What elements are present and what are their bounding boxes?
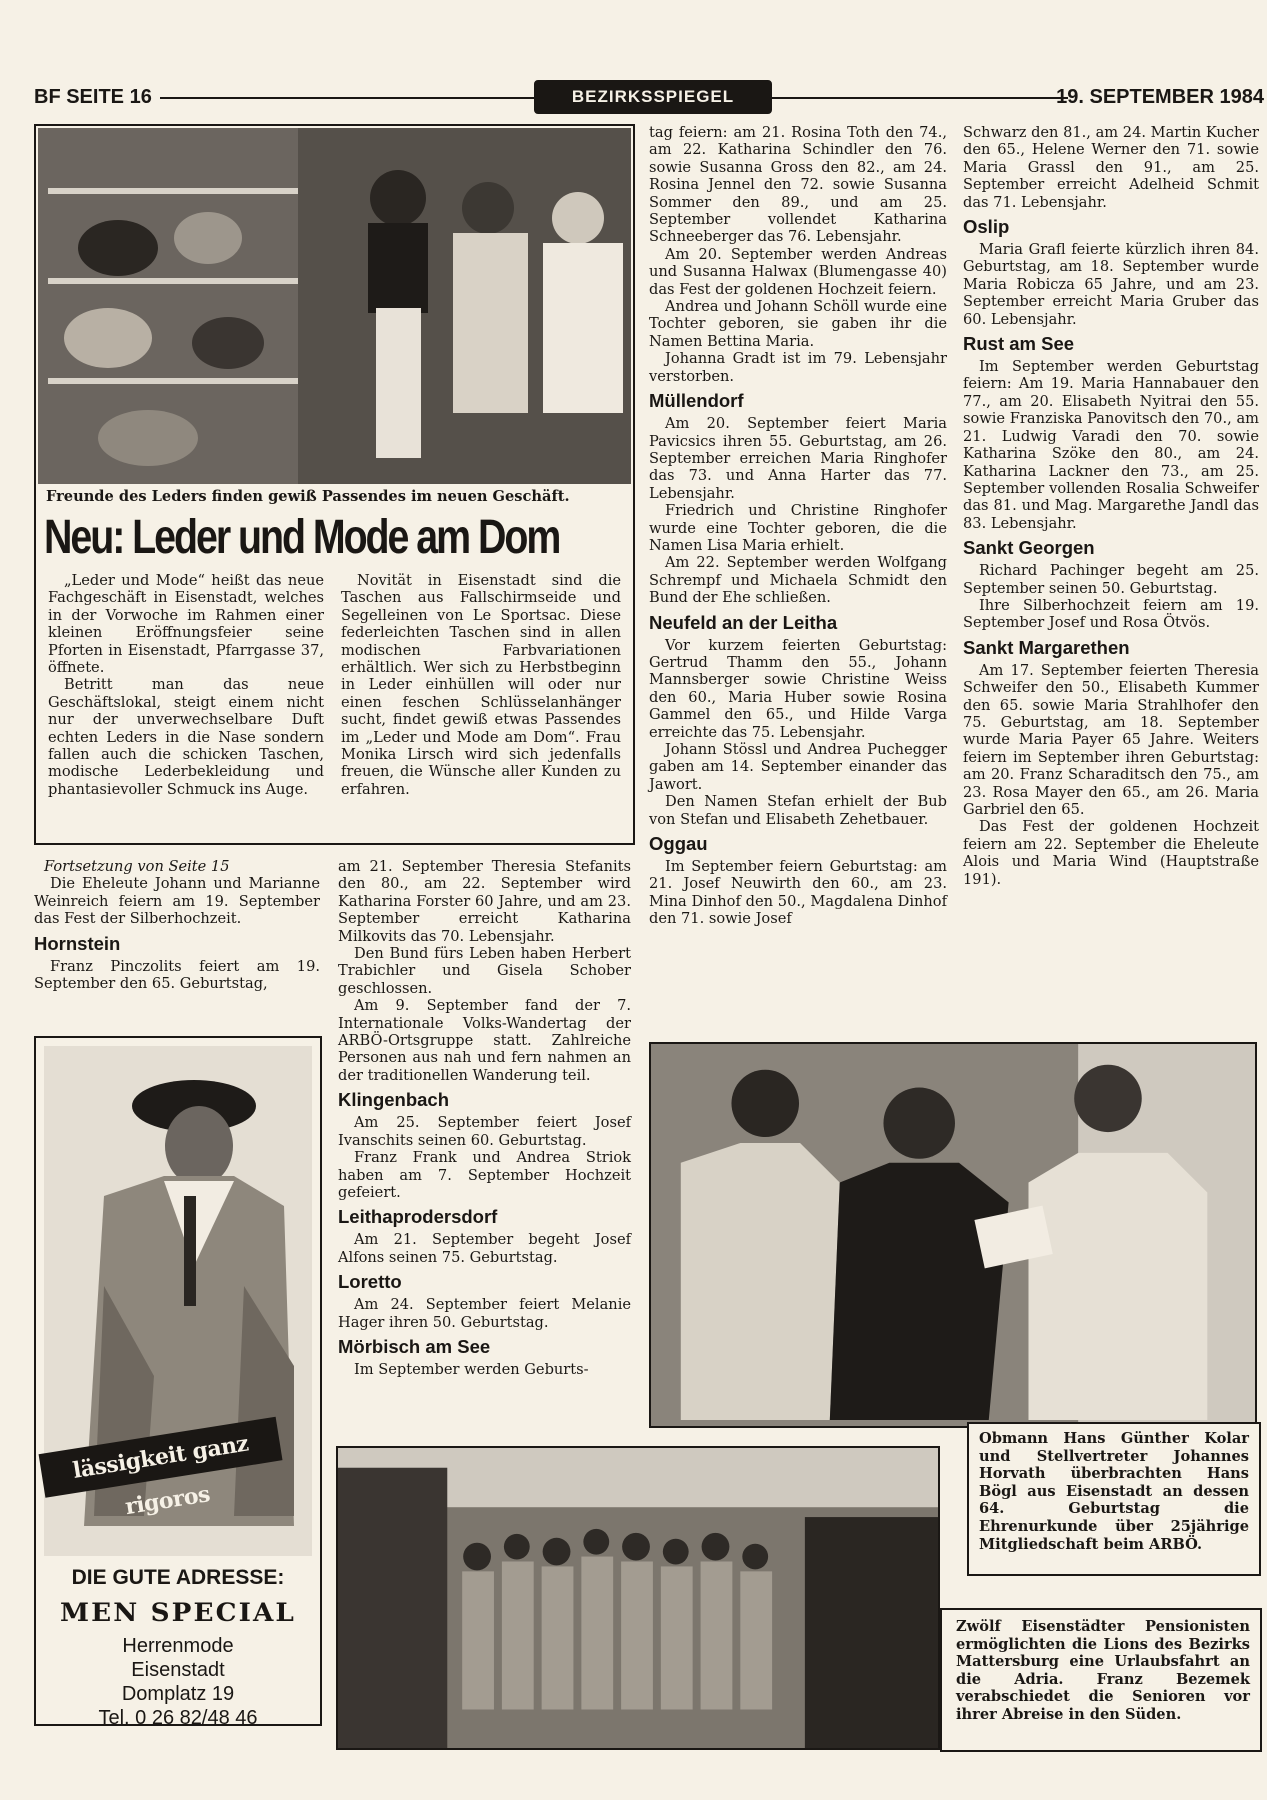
lead-paragraph: Betritt man das neue Geschäftslokal, steigt einem nicht nur der unverwechselbare Duft echten Leders in die Nase sondern fallen auch die schicken Taschen, modische Lederbekleidung und phantasievoller Schmuck ins Auge. bbox=[48, 676, 324, 798]
column-3 bbox=[649, 124, 947, 928]
shop-photo-image bbox=[38, 128, 631, 484]
ad-tagline: DIE GUTE ADRESSE: bbox=[71, 1566, 285, 1589]
arboe-photo-image bbox=[651, 1044, 1255, 1426]
place-heading: Sankt Margarethen bbox=[963, 636, 1130, 658]
arboe-photo bbox=[649, 1042, 1257, 1428]
news-paragraph: Am 20. September feiert Maria Pavicsics ihren 55. Geburtstag, am 26. September erreichen Maria Ringhofer das 73. und Anna Harter das 77. Lebensjahr. bbox=[649, 415, 947, 502]
arboe-caption: Obmann Hans Günther Kolar und Stellvertreter Johannes Horvath überbrachten Hans Bögl aus Eisenstadt an dessen 64. Geburtstag die Ehrenurkunde über 25jährige Mitgliedschaft beim ARBÖ. bbox=[979, 1430, 1249, 1553]
news-paragraph: Im September werden Geburtstag feiern: Am 19. Maria Hannabauer den 77., am 20. Elisabeth Nyitrai den 55. sowie Franziska Panovitsch den 70., am 21. Ludwig Varadi den 70. sowie Katharina Szöke den 80., am 24. Katharina Lackner den 73., am 25. September vollenden Rosalia Schweifer das 81. und Mag. Margarethe Jandl das 83. Lebensjahr. bbox=[963, 358, 1259, 532]
news-paragraph: Die Eheleute Johann und Marianne Weinreich feiern am 19. September das Fest der Silberhochzeit. bbox=[34, 875, 320, 928]
shop-photo bbox=[38, 128, 631, 484]
news-paragraph: Im September feiern Geburtstag: am 21. Josef Neuwirth den 60., am 23. Mina Dinhof den 50., Magdalena Dinhof den 71. sowie Josef bbox=[649, 858, 947, 928]
ad-slogan: lässigkeit ganz rigoros bbox=[70, 1430, 251, 1521]
lions-caption-box bbox=[940, 1608, 1262, 1752]
place-heading: Mörbisch am See bbox=[338, 1335, 491, 1357]
ad-line: Domplatz 19 bbox=[121, 1683, 235, 1705]
lead-headline: Neu: Leder und Mode am Dom bbox=[44, 511, 560, 564]
page-date: 19. SEPTEMBER 1984 bbox=[1056, 86, 1264, 108]
column-1 bbox=[34, 858, 320, 992]
ad-line: Eisenstadt bbox=[131, 1659, 225, 1681]
news-paragraph: Im September werden Geburts- bbox=[354, 1360, 589, 1378]
place-heading: Oggau bbox=[649, 833, 708, 855]
place-heading: Rust am See bbox=[963, 333, 1075, 355]
news-paragraph: Am 21. September begeht Josef Alfons seinen 75. Geburtstag. bbox=[338, 1231, 631, 1266]
ad-line: Tel. 0 26 82/48 46 bbox=[98, 1707, 258, 1729]
place-heading: Müllendorf bbox=[649, 390, 744, 412]
news-paragraph: Franz Frank und Andrea Striok haben am 7. September Hochzeit gefeiert. bbox=[338, 1149, 631, 1201]
ad-address bbox=[36, 1634, 320, 1730]
place-heading: Klingenbach bbox=[338, 1089, 450, 1111]
news-paragraph: Richard Pachinger begeht am 25. September seinen 50. Geburtstag. bbox=[963, 562, 1259, 597]
news-paragraph: Ihre Silberhochzeit feiern am 19. September Josef und Rosa Ötvös. bbox=[963, 596, 1259, 632]
news-paragraph: Am 17. September feierten Theresia Schweifer den 50., Elisabeth Kummer den 65. sowie Maria Strahlhofer den 75. Geburtstag, am 18. September wurde Maria Payer 65 Jahre. Weiters feiern im September ihren Geburtstag: am 20. Franz Scharaditsch den 75., am 23. Rosa Mayer den 65., am 26. Maria Garbriel den 65. bbox=[963, 661, 1259, 818]
news-paragraph: Am 20. September werden Andreas und Susanna Halwax (Blumengasse 40) das Fest der goldenen Hochzeit feiern. bbox=[649, 245, 947, 298]
place-heading: Neufeld an der Leitha bbox=[649, 611, 838, 633]
lions-photo bbox=[336, 1446, 940, 1750]
news-paragraph: tag feiern: am 21. Rosina Toth den 74., am 22. Katharina Schindler den 76. sowie Susanna Gross den 82., am 24. Rosina Jennel den 72. sowie Susanna Sommer den 89., und am 25. September vollendet Katharina Schneeberger das 76. Lebensjahr. bbox=[649, 124, 947, 246]
news-paragraph: Das Fest der goldenen Hochzeit feiern am 22. September die Eheleute Alois und Maria Wind (Hauptstraße 191). bbox=[963, 818, 1259, 888]
header-rule-left bbox=[160, 97, 534, 99]
column-2 bbox=[338, 858, 631, 1378]
news-paragraph: Franz Pinczolits feiert am 19. September den 65. Geburtstag, bbox=[34, 957, 320, 993]
ad-line: Herrenmode bbox=[122, 1635, 234, 1657]
section-title-box bbox=[534, 80, 772, 114]
place-heading: Oslip bbox=[963, 216, 1010, 238]
news-paragraph: Den Namen Stefan erhielt der Bub von Stefan und Elisabeth Zehetbauer. bbox=[649, 793, 947, 828]
column-4 bbox=[963, 124, 1259, 888]
place-heading: Leithaprodersdorf bbox=[338, 1206, 498, 1228]
news-paragraph: Schwarz den 81., am 24. Martin Kucher den 65., Helene Werner den 71. sowie Maria Grassl den 91., am 25. September erreicht Adelheid Schmit das 71. Lebensjahr. bbox=[963, 124, 1259, 211]
lead-paragraph: „Leder und Mode“ heißt das neue Fachgeschäft in Eisenstadt, welches in der Vorwoche im Rahmen einer kleinen Eröffnungsfeier seine Pforten in Eisenstadt, Pfarrgasse 37, öffnete. bbox=[48, 572, 324, 677]
news-paragraph: Johanna Gradt ist im 79. Lebensjahr verstorben. bbox=[649, 350, 947, 385]
page-number: BF SEITE 16 bbox=[34, 86, 152, 108]
news-paragraph: Am 25. September feiert Josef Ivanschits seinen 60. Geburtstag. bbox=[338, 1114, 631, 1149]
section-title: BEZIRKSSPIEGEL bbox=[571, 87, 735, 106]
news-paragraph: Maria Grafl feierte kürzlich ihren 84. Geburtstag, am 18. September wurde Maria Robicza 65 Jahre, und am 23. September erreicht Maria Gruber das 60. Lebensjahr. bbox=[963, 241, 1259, 328]
lead-col-1 bbox=[48, 572, 324, 798]
news-paragraph: Friedrich und Christine Ringhofer wurde eine Tochter geboren, die die Namen Lisa Maria erhielt. bbox=[649, 502, 947, 554]
header-rule-right bbox=[768, 97, 1068, 99]
news-paragraph: Vor kurzem feierten Geburtstag: Gertrud Thamm den 55., Johann Mannsberger sowie Christine Weiss den 60., Maria Huber sowie Rosina Gammel den 65., und Hilde Varga erreichte das 75. Lebensjahr. bbox=[649, 636, 947, 741]
news-paragraph: Am 9. September fand der 7. Internationale Volks-Wandertag der ARBÖ-Ortsgruppe statt. Zahlreiche Personen aus nah und fern nahmen an der traditionellen Wanderung teil. bbox=[338, 997, 631, 1084]
lead-photo-caption: Freunde des Leders finden gewiß Passendes im neuen Geschäft. bbox=[46, 488, 570, 505]
lions-photo-image bbox=[338, 1448, 938, 1748]
ad-brand-logo: MEN SPECIAL bbox=[59, 1598, 296, 1627]
news-paragraph: Andrea und Johann Schöll wurde eine Tochter geboren, sie gaben ihr die Namen Bettina Maria. bbox=[649, 298, 947, 350]
news-paragraph: Johann Stössl und Andrea Puchegger gaben am 14. September einander das Jawort. bbox=[649, 741, 947, 793]
news-paragraph: Den Bund fürs Leben haben Herbert Trabichler und Gisela Schober geschlossen. bbox=[338, 945, 631, 997]
place-heading: Hornstein bbox=[34, 932, 121, 954]
lions-photo-block bbox=[336, 1446, 1256, 1752]
lead-article bbox=[34, 124, 635, 845]
place-heading: Sankt Georgen bbox=[963, 537, 1095, 559]
lead-col-2 bbox=[341, 572, 621, 798]
place-heading: Loretto bbox=[338, 1271, 402, 1293]
continuation-note: Fortsetzung von Seite 15 bbox=[44, 858, 230, 875]
news-paragraph: Am 24. September feiert Melanie Hager ihren 50. Geburtstag. bbox=[338, 1296, 631, 1331]
news-paragraph: Am 22. September werden Wolfgang Schrempf und Michaela Schmidt den Bund der Ehe schließen. bbox=[649, 554, 947, 607]
advertisement bbox=[34, 1036, 322, 1729]
page-header bbox=[34, 84, 1264, 114]
lions-caption: Zwölf Eisenstädter Pensionisten ermöglichten die Lions des Bezirks Mattersburg eine Urlaubsfahrt an die Adria. Franz Bezemek verabschiedet die Senioren vor ihrer Abreise in den Süden. bbox=[956, 1618, 1250, 1723]
news-paragraph: am 21. September Theresia Stefanits den 80., am 22. September wird Katharina Forster 60 Jahre, und am 23. September erreicht Katharina Milkovits das 70. Lebensjahr. bbox=[338, 858, 631, 945]
lead-paragraph: Novität in Eisenstadt sind die Taschen aus Fallschirmseide und Segelleinen von Le Sportsac. Diese federleichten Taschen sind in allen modischen Farbvariationen erhältlich. Wer sich zu Herbstbeginn in Leder einhüllen will oder nur einen feschen Schlüsselanhänger sucht, findet gewiß etwas Passendes im „Leder und Mode am Dom“. Frau Monika Lirsch wird sich jedenfalls freuen, die Wünsche aller Kunden zu erfahren. bbox=[341, 572, 621, 798]
